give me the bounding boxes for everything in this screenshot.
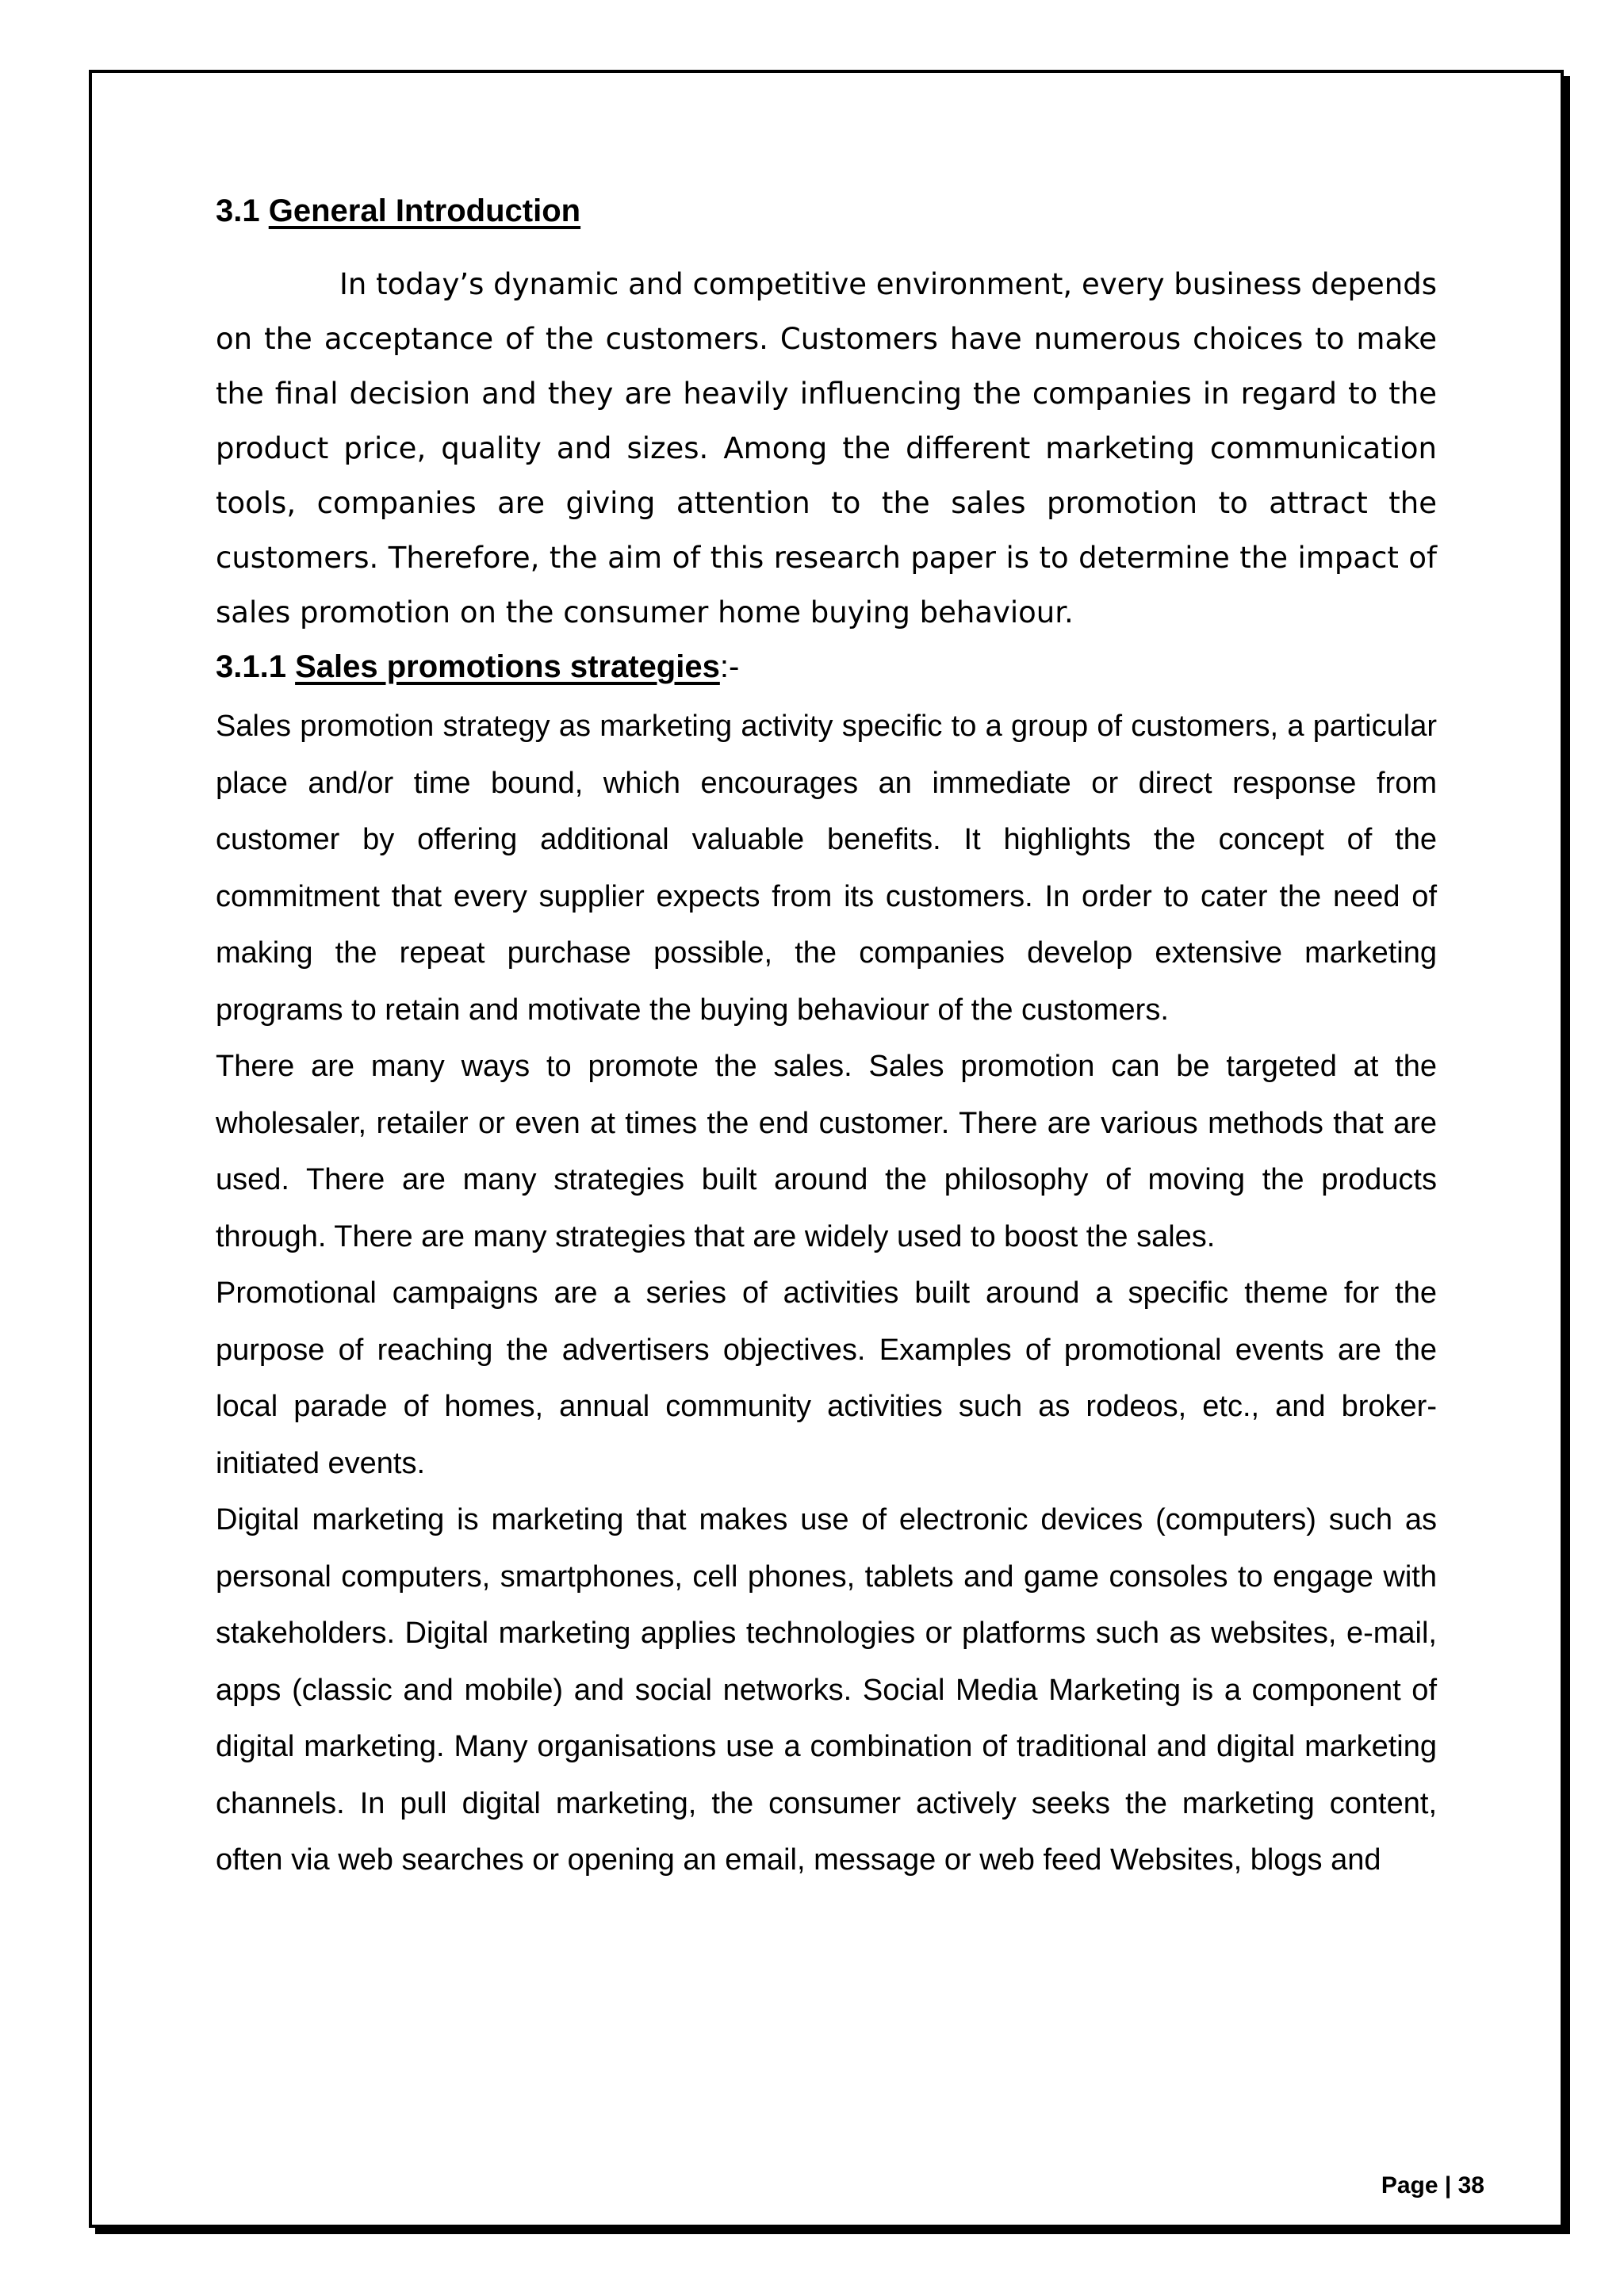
section-number: 3.1 <box>216 193 260 228</box>
document-body <box>216 187 1437 1889</box>
paragraph-digital-marketing: Digital marketing is marketing that makes use of electronic devices (computers) such as personal computers, smartphones, cell phones, tablets and game consoles to engage with stakeholders. Digital marketing applies technologies or platforms such as websites, e-mail, apps (classic and mobile) and social networks. Social Media Marketing is a component of digital marketing. Many organisations use a combination of traditional and digital marketing channels. In pull digital marketing, the consumer actively seeks the marketing content, often via web searches or opening an email, message or web feed Websites, blogs and <box>216 1503 1437 1877</box>
subsection-heading-sales-promotions <box>216 643 1437 691</box>
section-title: General Introduction <box>268 193 581 228</box>
intro-paragraph: In today’s dynamic and competitive environment, every business depends on the acceptance of the customers. Customers have numerous choices to make the final decision and they are heavily influencing the companies in regard to the product price, quality and sizes. Among the different marketing communication tools, companies are giving attention to the sales promotion to attract the customers. Therefore, the aim of this research paper is to determine the impact of sales promotion on the consumer home buying behaviour. <box>216 267 1437 629</box>
paragraph-sales-promotion-strategy: Sales promotion strategy as marketing activity specific to a group of customers, a particular place and/or time bound, which encourages an immediate or direct response from customer by offering additional valuable benefits. It highlights the concept of the commitment that every supplier expects from its customers. In order to cater the need of making the repeat purchase possible, the companies develop extensive marketing programs to retain and motivate the buying behaviour of the customers. <box>216 710 1437 1027</box>
page-number: Page | 38 <box>1381 2172 1484 2198</box>
subsection-suffix: :- <box>719 649 740 684</box>
section-heading-general-introduction <box>216 187 1437 235</box>
paragraph-promotional-campaigns: Promotional campaigns are a series of activities built around a specific theme for the purpose of reaching the advertisers objectives. Examples of promotional events are the local parade of homes, annual community activities such as rodeos, etc., and broker-initiated events. <box>216 1276 1437 1480</box>
paragraph-ways-to-promote: There are many ways to promote the sales. Sales promotion can be targeted at the wholesaler, retailer or even at times the end customer. There are various methods that are used. There are many strategies built around the philosophy of moving the products through. There are many strategies that are widely used to boost the sales. <box>216 1050 1437 1253</box>
subsection-number: 3.1.1 <box>216 649 286 684</box>
subsection-title: Sales promotions strategies <box>295 649 720 684</box>
